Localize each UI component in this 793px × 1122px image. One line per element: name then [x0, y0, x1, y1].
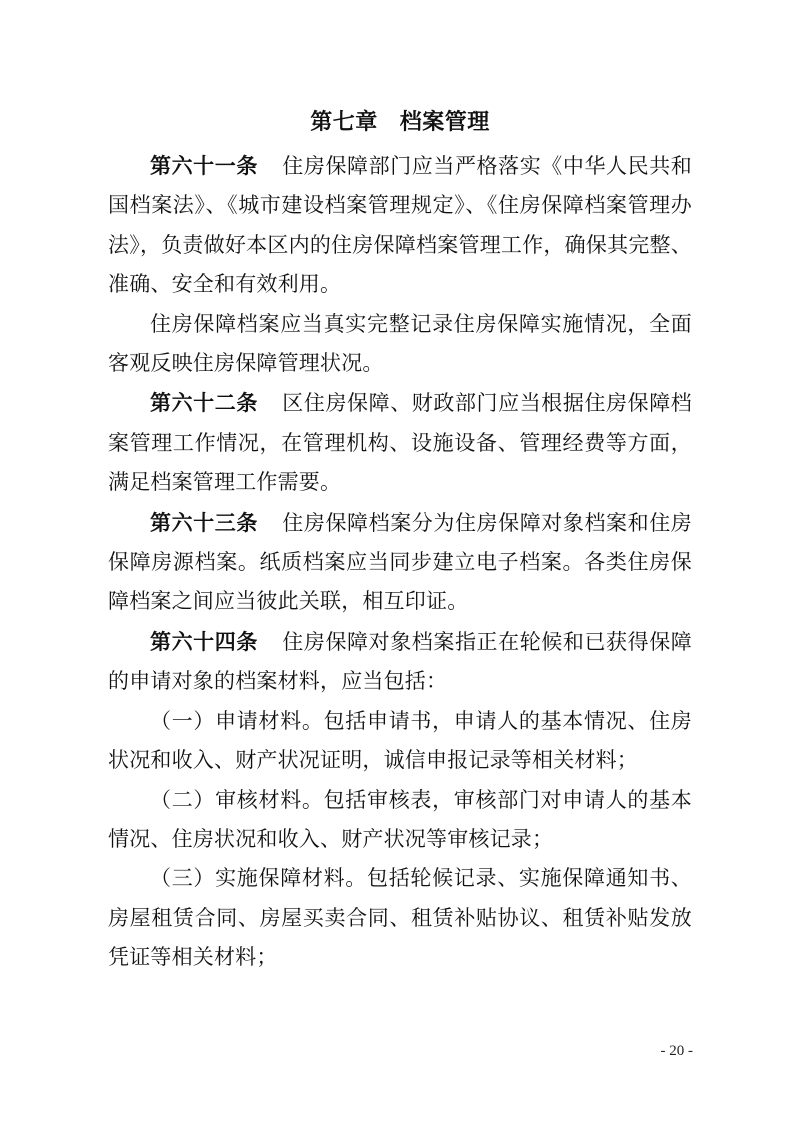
list-item-paragraph: [108, 859, 692, 977]
paragraph-text: 住房保障部门应当严格落实《中华人民共和国档案法》、《城市建设档案管理规定》、《住房保障档案管理办法》，负责做好本区内的住房保障档案管理工作，确保其完整、准确、安全和有效利用。: [108, 154, 692, 297]
paragraph-text: （二）审核材料。包括审核表，审核部门对申请人的基本情况、住房状况和收入、财产状况等审核记录；: [108, 787, 692, 851]
article-label: 第六十一条: [150, 153, 258, 178]
list-item-paragraph: [108, 702, 692, 781]
list-item-paragraph: [108, 781, 692, 860]
paragraph-text: 住房保障档案分为住房保障对象档案和住房保障房源档案。纸质档案应当同步建立电子档案。各类住房保障档案之间应当彼此关联，相互印证。: [108, 510, 692, 614]
page-number: - 20 -: [660, 1043, 693, 1059]
paragraph-text: 住房保障对象档案指正在轮候和已获得保障的申请对象的档案材料，应当包括：: [108, 629, 692, 694]
paragraph-text: （一）申请材料。包括申请书，申请人的基本情况、住房状况和收入、财产状况证明，诚信申报记录等相关材料；: [108, 708, 692, 773]
chapter-name: 档案管理: [399, 109, 490, 135]
paragraph-text: 区住房保障、财政部门应当根据住房保障档案管理工作情况，在管理机构、设施设备、管理经费等方面，满足档案管理工作需要。: [108, 391, 692, 495]
chapter-number: 第七章: [310, 109, 378, 135]
body-paragraph: [108, 305, 692, 384]
article-paragraph: [108, 383, 692, 502]
paragraph-text: 住房保障档案应当真实完整记录住房保障实施情况，全面客观反映住房保障管理状况。: [108, 311, 692, 376]
article-paragraph: [108, 622, 692, 702]
article-label: 第六十四条: [150, 628, 258, 654]
article-label: 第六十三条: [150, 509, 258, 535]
chapter-title: [108, 100, 692, 144]
article-paragraph: [108, 146, 692, 305]
document-page: [108, 100, 692, 978]
article-paragraph: [108, 503, 692, 622]
article-label: 第六十二条: [150, 390, 258, 416]
paragraph-text: （三）实施保障材料。包括轮候记录、实施保障通知书、房屋租赁合同、房屋买卖合同、租赁补贴协议、租赁补贴发放凭证等相关材料；: [108, 866, 692, 970]
